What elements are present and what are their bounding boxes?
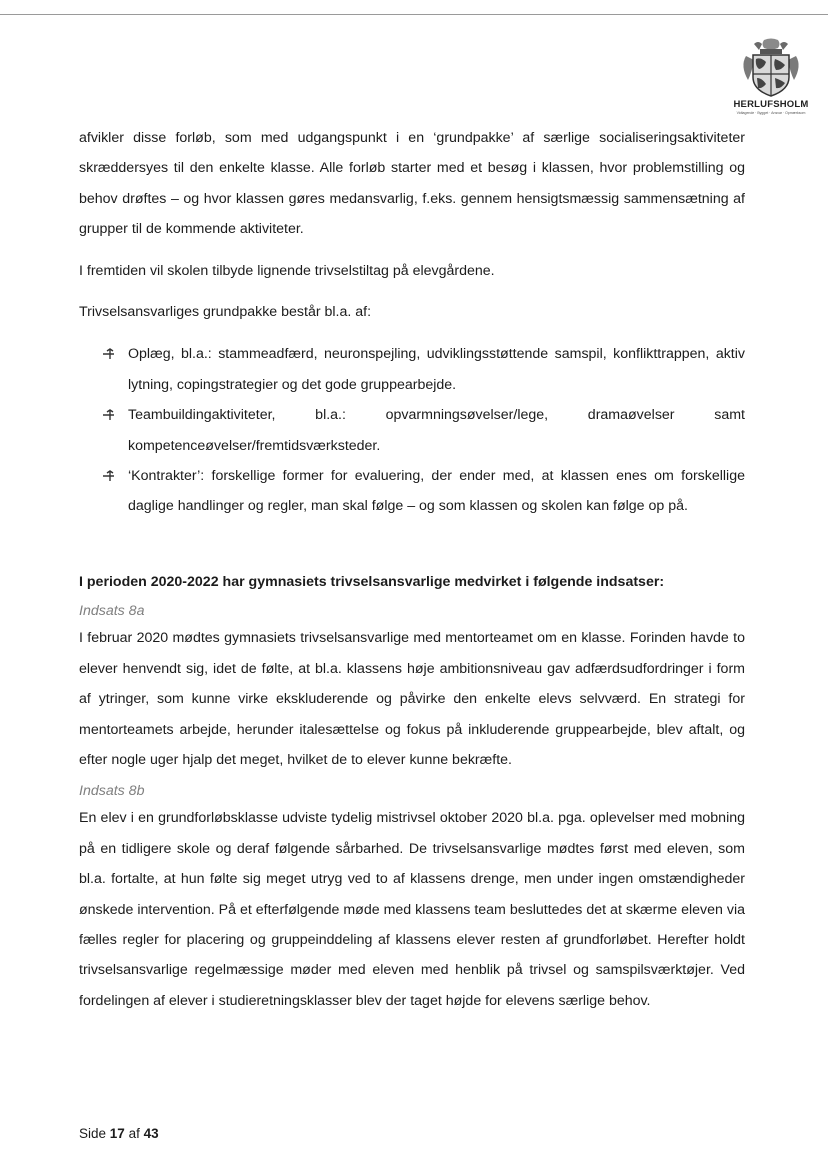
grundpakke-list <box>79 339 745 521</box>
intro-paragraph: afvikler disse forløb, som med udgangspunkt i en ‘grundpakke’ af særlige socialiseringsaktiviteter skræddersyes til den enkelte klasse. Alle forløb starter med et besøg i klassen, hvor problemstilling og behov drøftes – og hvor klassen gøres medansvarlig, f.eks. gennem hensigtsmæssig sammensætning af grupper til de kommende aktiviteter. <box>79 130 745 238</box>
document-body <box>79 123 745 1016</box>
indsats-8b-title: Indsats 8b <box>79 783 145 800</box>
arrow-bullet-icon <box>102 348 116 360</box>
arrow-bullet-icon <box>102 470 116 482</box>
list-item <box>79 461 745 522</box>
footer-page-number: 17 <box>109 1126 125 1141</box>
indsats-8b-text: En elev i en grundforløbsklasse udviste tydelig mistrivsel oktober 2020 bl.a. pga. oplevelser med mobning på en tidligere skole og deraf følgende sårbarhed. De trivselsansvarlige mødtes først med eleven, som bl.a. fortalte, at hun følte sig meget utryg ved to af klassens drenge, men under ingen omstændigheder ønskede intervention. På et efterfølgende møde med klassens team besluttedes det at skærme eleven via fælles regler for placering og gruppeinddeling af klassens elever resten af grundforløbet. Herefter holdt trivselsansvarlige regelmæssige møder med eleven med henblik på trivsel og samspilsværktøjer. Ved fordelingen af elever i studieretningsklasser blev der taget højde for elevens særlige behov. <box>79 810 745 1009</box>
herlufsholm-coat-of-arms-icon <box>740 38 802 98</box>
list-item <box>79 339 745 400</box>
list-item <box>79 400 745 461</box>
logo-name: HERLUFSHOLM <box>733 99 809 110</box>
logo-tagline: Vidtagende · Bygget · Ansvar · Opmærksom <box>736 111 806 115</box>
list-item-text: Teambuildingaktiviteter, bl.a.: opvarmningsøvelser/lege, dramaøvelser samt kompetenceøvelser/fremtidsværksteder. <box>128 407 745 454</box>
footer-middle: af <box>128 1126 140 1141</box>
indsats-8a-text: I februar 2020 mødtes gymnasiets trivselsansvarlige med mentorteamet om en klasse. Forinden havde to elever henvendt sig, idet de følte, at bl.a. klassens høje ambitionsniveau gav adfærdsudfordringer i form af ytringer, som kunne virke ekskluderende og påvirke den enkelte elevs selvværd. En strategi for mentorteamets arbejde, herunder italesættelse og fokus på inkluderende gruppearbejde, blev aftalt, og efter nogle uger hjalp det meget, hvilket de to elever kunne bekræfte. <box>79 630 745 768</box>
section-heading: I perioden 2020-2022 har gymnasiets trivselsansvarlige medvirket i følgende indsatser: <box>79 573 665 590</box>
page-footer <box>79 1126 159 1141</box>
arrow-bullet-icon <box>102 409 116 421</box>
grundpakke-intro: Trivselsansvarliges grundpakke består bl.a. af: <box>79 304 372 321</box>
indsats-8a-title: Indsats 8a <box>79 603 145 620</box>
footer-prefix: Side <box>79 1126 107 1141</box>
top-rule <box>0 14 828 15</box>
list-item-text: ‘Kontrakter’: forskellige former for evaluering, der ender med, at klassen enes om forskellige daglige handlinger og regler, man skal følge – og som klassen og skolen kan følge op på. <box>128 468 745 515</box>
footer-page-total: 43 <box>143 1126 159 1141</box>
list-item-text: Oplæg, bl.a.: stammeadfærd, neuronspejling, udviklingsstøttende samspil, konflikttrappen, aktiv lytning, copingstrategier og det gode gruppearbejde. <box>128 346 745 393</box>
logo <box>733 38 809 122</box>
future-paragraph: I fremtiden vil skolen tilbyde lignende trivselstiltag på elevgårdene. <box>79 262 495 279</box>
